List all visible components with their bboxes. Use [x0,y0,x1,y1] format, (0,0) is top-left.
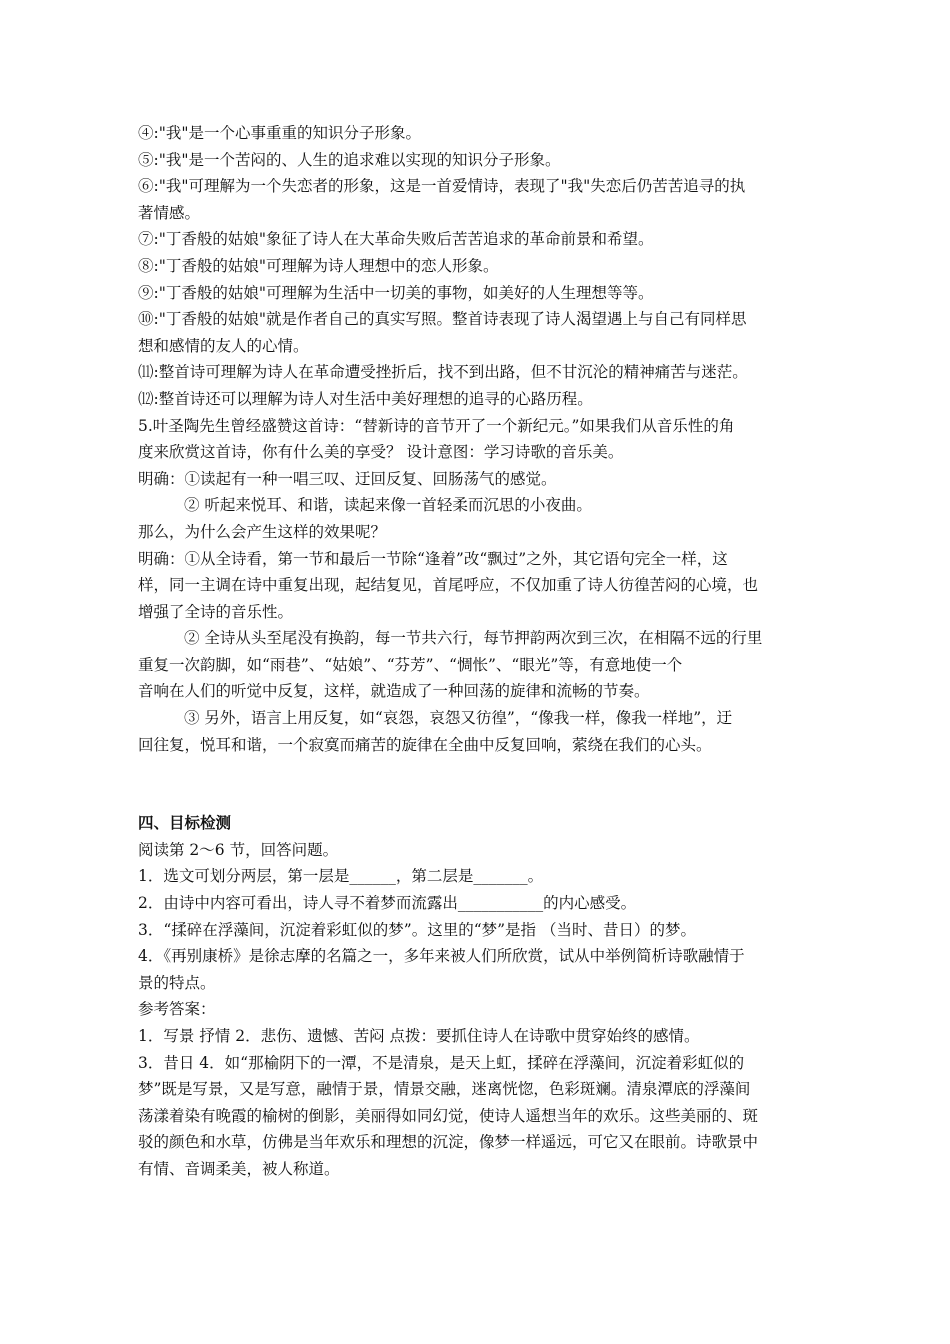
exercise-4-cont: 景的特点。 [138,973,216,992]
answer-item-9: ⑨:"丁香般的姑娘"可理解为生活中一切美的事物，如美好的人生理想等等。 [138,283,654,302]
clarify-b1-cont-2: 增强了全诗的音乐性。 [138,602,294,621]
answer-item-6: ⑥:"我"可理解为一个失恋者的形象，这是一首爱情诗，表现了"我"失恋后仍苦苦追寻的执 [138,177,746,196]
answer-item-5: ⑤:"我"是一个苦闷的、人生的追求难以实现的知识分子形象。 [138,150,561,169]
reference-answer-3-cont-2: 荡漾着染有晚霞的榆树的倒影，美丽得如同幻觉，使诗人遥想当年的欢乐。这些美丽的、斑 [138,1106,759,1125]
answer-item-11: ⑾:整首诗可理解为诗人在革命遭受挫折后，找不到出路，但不甘沉沦的精神痛苦与迷茫。 [138,363,748,382]
section-spacer [138,758,818,810]
section-heading: 四、目标检测 [138,813,232,833]
exercise-intro: 阅读第 2～6 节，回答问题。 [138,840,339,859]
document-body [138,120,818,1183]
clarify-b3: ③ 另外，语言上用反复，如“哀怨，哀怨又彷徨”，“像我一样，像我一样地”，迂 [184,709,733,728]
reference-answers-label: 参考答案： [138,1000,216,1019]
exercise-1: 1．选文可划分两层，第一层是______，第二层是_______。 [138,867,544,886]
question-5-cont: 度来欣赏这首诗，你有什么美的享受？ 设计意图：学习诗歌的音乐美。 [138,443,624,462]
clarify-1: 明确：①读起有一种一唱三叹、迂回反复、回肠荡气的感觉。 [138,469,557,488]
answer-item-7: ⑦:"丁香般的姑娘"象征了诗人在大革命失败后苦苦追求的革命前景和希望。 [138,230,654,249]
answer-item-4: ④:"我"是一个心事重重的知识分子形象。 [138,124,421,142]
clarify-2: ② 听起来悦耳、和谐，读起来像一首轻柔而沉思的小夜曲。 [184,496,592,515]
follow-question: 那么，为什么会产生这样的效果呢？ [138,522,387,541]
clarify-b3-cont: 回往复，悦耳和谐，一个寂寞而痛苦的旋律在全曲中反复回响，萦绕在我们的心头。 [138,735,712,754]
exercise-2: 2．由诗中内容可看出，诗人寻不着梦而流露出___________的内心感受。 [138,894,637,913]
clarify-b1: 明确：①从全诗看，第一节和最后一节除“逢着”改“飘过”之外，其它语句完全一样，这 [138,549,728,568]
reference-answer-3-cont-1: 梦”既是写景，又是写意，融情于景，情景交融，迷离恍惚，色彩斑斓。清泉潭底的浮藻间 [138,1080,751,1099]
reference-answer-3: 3．昔日 4．如“那榆阴下的一潭，不是清泉，是天上虹，揉碎在浮藻间，沉淀着彩虹似的 [138,1053,745,1072]
answer-item-12: ⑿:整首诗还可以理解为诗人对生活中美好理想的追寻的心路历程。 [138,389,593,408]
answer-item-10-cont: 想和感情的友人的心情。 [138,336,309,355]
answer-item-10: ⑩:"丁香般的姑娘"就是作者自己的真实写照。整首诗表现了诗人渴望遇上与自己有同样思 [138,310,747,329]
reference-answer-3-cont-3: 驳的颜色和水草，仿佛是当年欢乐和理想的沉淀，像梦一样遥远，可它又在眼前。诗歌景中 [138,1133,759,1152]
reference-answer-1: 1．写景 抒情 2．悲伤、遗憾、苦闷 点拨：要抓住诗人在诗歌中贯穿始终的感情。 [138,1027,700,1045]
answer-item-8: ⑧:"丁香般的姑娘"可理解为诗人理想中的恋人形象。 [138,256,499,275]
clarify-b1-cont-1: 样，同一主调在诗中重复出现，起结复见，首尾呼应，不仅加重了诗人彷徨苦闷的心境，也 [138,576,759,595]
clarify-b2-cont-1: 重复一次韵脚，如“雨巷”、“姑娘”、“芬芳”、“惆怅”、“眼光”等，有意地使一个 [138,655,683,674]
reference-answer-3-cont-4: 有情、音调柔美，被人称道。 [138,1159,340,1178]
exercise-4: 4．《再别康桥》是徐志摩的名篇之一，多年来被人们所欣赏，试从中举例简析诗歌融情于 [138,947,745,966]
answer-item-6-cont: 著情感。 [138,203,201,222]
clarify-b2-cont-2: 音响在人们的听觉中反复，这样，就造成了一种回荡的旋律和流畅的节奏。 [138,682,650,701]
exercise-3: 3．“揉碎在浮藻间，沉淀着彩虹似的梦”。这里的“梦”是指 （当时、昔日）的梦。 [138,920,696,939]
question-5: 5.叶圣陶先生曾经盛赞这首诗：“替新诗的音节开了一个新纪元。”如果我们从音乐性的角 [138,416,735,435]
clarify-b2: ② 全诗从头至尾没有换韵，每一节共六行，每节押韵两次到三次，在相隔不远的行里 [184,629,763,648]
